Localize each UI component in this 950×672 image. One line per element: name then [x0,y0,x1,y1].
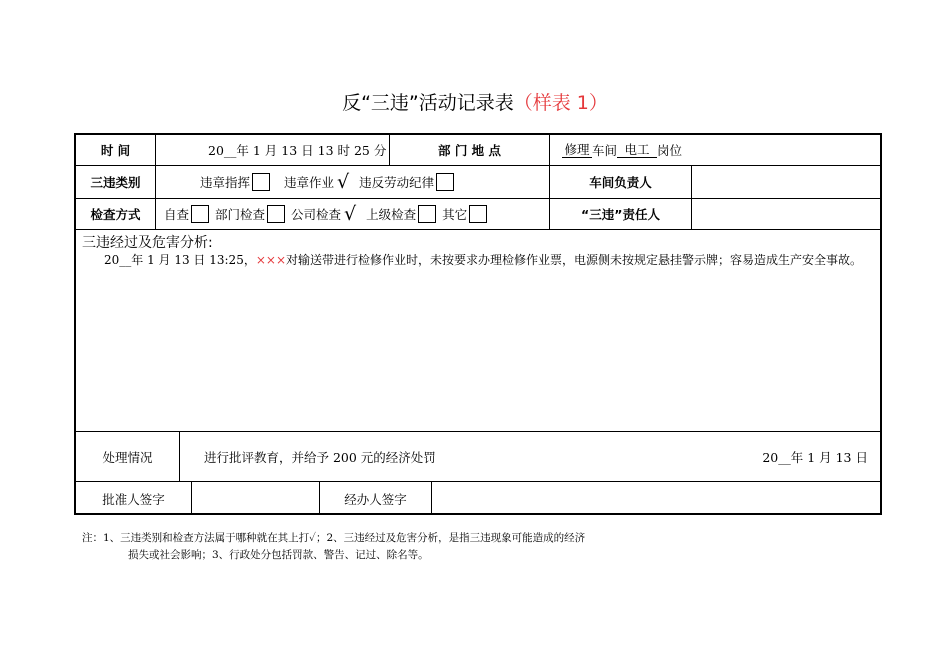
footnote-line-2: 损失或社会影响；3、行政处分包括罚款、警告、记过、除名等。 [128,549,429,561]
analysis-heading-colon: : [208,235,213,251]
option-company-check-label: 公司检查 [291,207,342,222]
form-title-main: 反“三违”活动记录表 [342,92,514,114]
form-title-sample: （样表 1） [513,92,608,114]
footnote-line-1: 注：1、三违类别和检查方法属于哪种就在其上打✓；2、三违经过及危害分析，是指三违现象可能造成的经济 [82,532,586,544]
handler-label: 经办人签字 [320,482,432,515]
option-company-check-checkmark[interactable]: √ [344,202,357,225]
record-table [74,133,882,515]
option-superior-check-checkbox[interactable] [418,205,436,223]
analysis-heading [82,232,213,252]
dept-label: 部 门 地 点 [390,135,550,166]
handler-signature[interactable] [432,482,880,515]
workshop-head-label: 车间负责人 [550,166,692,199]
workshop-head-value[interactable] [692,166,880,199]
inspection-method-options [156,199,550,230]
option-illegal-operation-label: 违章作业 [284,175,335,190]
option-dept-check-checkbox[interactable] [267,205,285,223]
option-other-label: 其它 [442,207,468,222]
handling-value[interactable] [180,432,880,482]
violator-label: “三违”责任人 [550,199,692,230]
option-self-check-label: 自查 [164,207,190,222]
option-labor-discipline-checkbox[interactable] [436,173,454,191]
option-dept-check-label: 部门检查 [215,207,266,222]
time-value[interactable]: 20__年 1 月 13 日 13 时 25 分 [156,135,390,166]
option-self-check-checkbox[interactable] [191,205,209,223]
inspection-method-label: 检查方式 [76,199,156,230]
dept-value[interactable] [550,135,880,166]
approver-signature[interactable] [192,482,320,515]
option-illegal-command-checkbox[interactable] [252,173,270,191]
handling-date: 20__年 1 月 13 日 [762,449,868,465]
violation-type-label: 三违类别 [76,166,156,199]
option-other-checkbox[interactable] [469,205,487,223]
handling-label: 处理情况 [76,432,180,482]
violator-value[interactable] [692,199,880,230]
option-labor-discipline-label: 违反劳动纪律 [359,175,435,190]
violator-placeholder: ××× [255,253,287,267]
approver-label: 批准人签字 [76,482,192,515]
workshop-suffix: 车间 [592,143,618,158]
analysis-heading-text: 三违经过及危害分析 [82,235,208,251]
time-label: 时 间 [76,135,156,166]
analysis-text-pre: 20__年 1 月 13 日 13:25， [104,253,256,267]
handling-text: 进行批评教育，并给予 200 元的经济处罚 [204,449,436,465]
option-superior-check-label: 上级检查 [366,207,417,222]
analysis-text[interactable] [82,250,878,270]
violation-type-options [156,166,550,199]
job-suffix: 岗位 [657,143,683,158]
analysis-section [76,230,880,432]
footnote [82,530,585,564]
option-illegal-operation-checkmark[interactable]: √ [337,170,350,193]
form-title [0,88,950,115]
workshop-name: 修理 [562,143,592,158]
analysis-text-post: 对输送带进行检修作业时，未按要求办理检修作业票，电源侧未按规定悬挂警示牌；容易造成生产安全事故。 [286,253,863,267]
job-name: 电工 [617,143,657,158]
option-illegal-command-label: 违章指挥 [200,175,251,190]
